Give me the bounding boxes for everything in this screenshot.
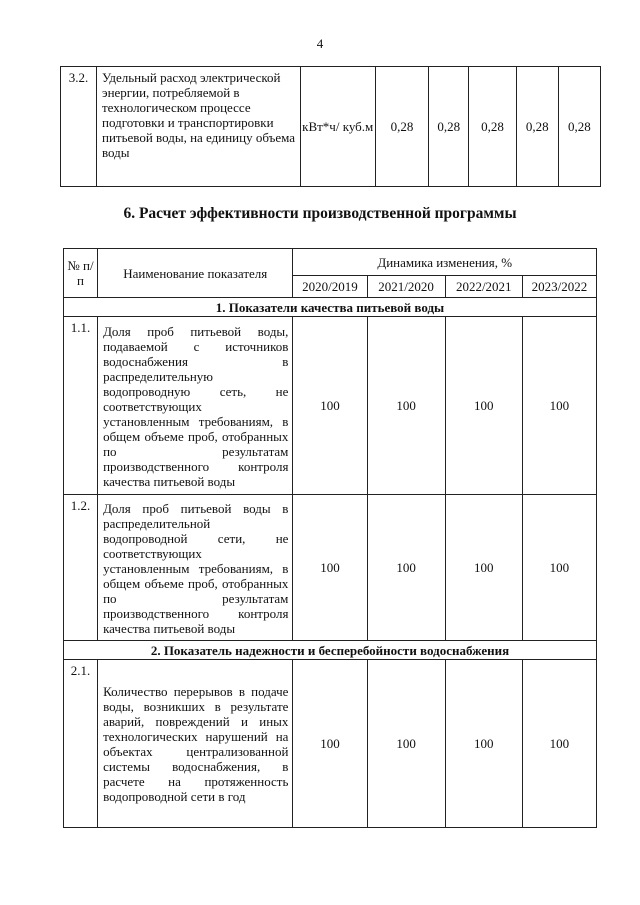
row-number: 1.1. — [64, 317, 98, 495]
section-heading: 1. Показатели качества питьевой воды — [64, 298, 597, 317]
value-cell: 100 — [445, 660, 522, 828]
section-title: 6. Расчет эффективности производственной программы — [123, 205, 517, 222]
value-cell: 100 — [367, 317, 445, 495]
page-number: 4 — [316, 36, 324, 51]
header-year: 2021/2020 — [367, 276, 445, 298]
table-row — [64, 495, 597, 641]
header-num: № п/п — [64, 249, 98, 298]
value-cell: 100 — [293, 660, 367, 828]
indicator-name: Доля проб питьевой воды в распределительной водопроводной сети, не соответствующих установленным требованиям, в общем объеме проб, отобранных по результатам производственного контроля качества питьевой воды — [98, 495, 293, 641]
value-cell: 100 — [522, 495, 596, 641]
value-cell: 100 — [522, 317, 596, 495]
value-cell: 100 — [367, 660, 445, 828]
header-dynamics: Динамика изменения, % — [293, 249, 597, 276]
header-year: 2023/2022 — [522, 276, 596, 298]
row-number: 1.2. — [64, 495, 98, 641]
header-year: 2020/2019 — [293, 276, 367, 298]
section-row — [64, 641, 597, 660]
value-cell: 0,28 — [469, 67, 516, 187]
table-row — [64, 660, 597, 828]
value-cell: 100 — [445, 317, 522, 495]
value-cell: 0,28 — [558, 67, 600, 187]
unit-cell: кВт*ч/ куб.м — [300, 67, 375, 187]
value-cell: 100 — [522, 660, 596, 828]
table-indicators-continued — [60, 66, 601, 187]
row-number: 3.2. — [61, 67, 97, 187]
indicator-name: Удельный расход электрической энергии, потребляемой в технологическом процессе подготовки и транспортировки питьевой воды, на единицу объема воды — [97, 67, 301, 187]
value-cell: 0,28 — [375, 67, 428, 187]
table-row — [61, 67, 601, 187]
table-efficiency — [63, 248, 597, 828]
indicator-name: Количество перерывов в подаче воды, возникших в результате аварий, повреждений и иных технологических нарушений на объектах централизованной системы водоснабжения, в расчете на протяженность водопроводной сети в год — [98, 660, 293, 828]
section-heading: 2. Показатель надежности и бесперебойности водоснабжения — [64, 641, 597, 660]
value-cell: 100 — [293, 317, 367, 495]
value-cell: 100 — [293, 495, 367, 641]
table-header-row — [64, 249, 597, 276]
row-number: 2.1. — [64, 660, 98, 828]
value-cell: 100 — [367, 495, 445, 641]
indicator-name: Доля проб питьевой воды, подаваемой с источников водоснабжения в распределительную водопроводную сеть, не соответствующих установленным требованиям, в общем объеме проб, отобранных по результатам производственного контроля качества питьевой воды — [98, 317, 293, 495]
value-cell: 0,28 — [429, 67, 469, 187]
value-cell: 100 — [445, 495, 522, 641]
value-cell: 0,28 — [516, 67, 558, 187]
header-year: 2022/2021 — [445, 276, 522, 298]
section-row — [64, 298, 597, 317]
table-row — [64, 317, 597, 495]
header-name: Наименование показателя — [98, 249, 293, 298]
